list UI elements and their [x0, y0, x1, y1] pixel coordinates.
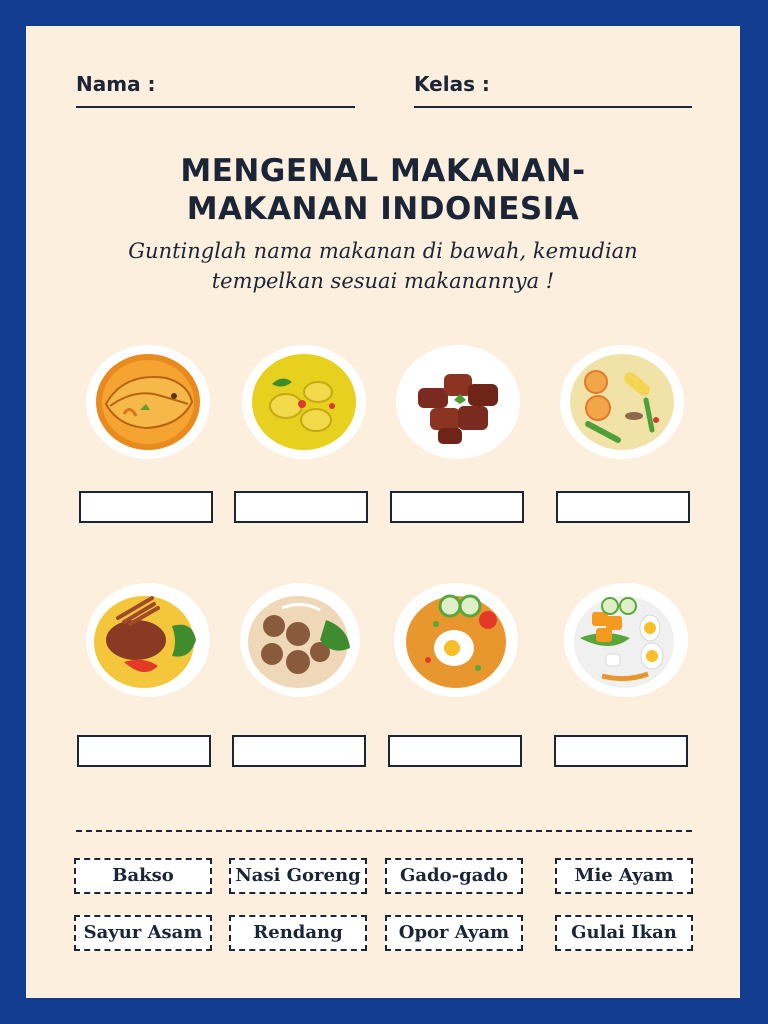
bakso-plate-image [238, 582, 366, 698]
answer-box[interactable] [232, 735, 366, 767]
title-line-2: MAKANAN INDONESIA [186, 191, 580, 227]
answer-box[interactable] [234, 491, 368, 523]
class-label: Kelas : [414, 72, 490, 96]
name-card-gulai-ikan[interactable]: Gulai Ikan [555, 915, 693, 951]
answer-box[interactable] [556, 491, 690, 523]
name-card-bakso[interactable]: Bakso [74, 858, 212, 894]
instruction-line-1: Guntinglah nama makanan di bawah, kemudian [128, 239, 638, 263]
rendang-plate-image [394, 344, 522, 460]
gulai-ikan-plate-image [84, 344, 212, 460]
page-title [26, 152, 740, 228]
sayur-asam-plate-image [558, 344, 686, 460]
name-card-opor-ayam[interactable]: Opor Ayam [385, 915, 523, 951]
name-card-gado-gado[interactable]: Gado-gado [385, 858, 523, 894]
answer-box[interactable] [554, 735, 688, 767]
gado-gado-plate-image [562, 582, 690, 698]
answer-box[interactable] [77, 735, 211, 767]
opor-ayam-plate-image [240, 344, 368, 460]
answer-box[interactable] [388, 735, 522, 767]
name-label: Nama : [76, 72, 156, 96]
title-line-1: MENGENAL MAKANAN- [180, 153, 586, 189]
instruction-line-2: tempelkan sesuai makanannya ! [211, 269, 555, 293]
name-card-rendang[interactable]: Rendang [229, 915, 367, 951]
name-card-mie-ayam[interactable]: Mie Ayam [555, 858, 693, 894]
cut-line [76, 830, 692, 832]
nasi-goreng-plate-image [392, 582, 520, 698]
worksheet-page [26, 26, 740, 998]
instruction-text [26, 236, 740, 296]
answer-box[interactable] [79, 491, 213, 523]
class-field[interactable] [414, 106, 692, 108]
answer-box[interactable] [390, 491, 524, 523]
name-card-nasi-goreng[interactable]: Nasi Goreng [229, 858, 367, 894]
mie-ayam-plate-image [84, 582, 212, 698]
name-field[interactable] [76, 106, 355, 108]
name-card-sayur-asam[interactable]: Sayur Asam [74, 915, 212, 951]
